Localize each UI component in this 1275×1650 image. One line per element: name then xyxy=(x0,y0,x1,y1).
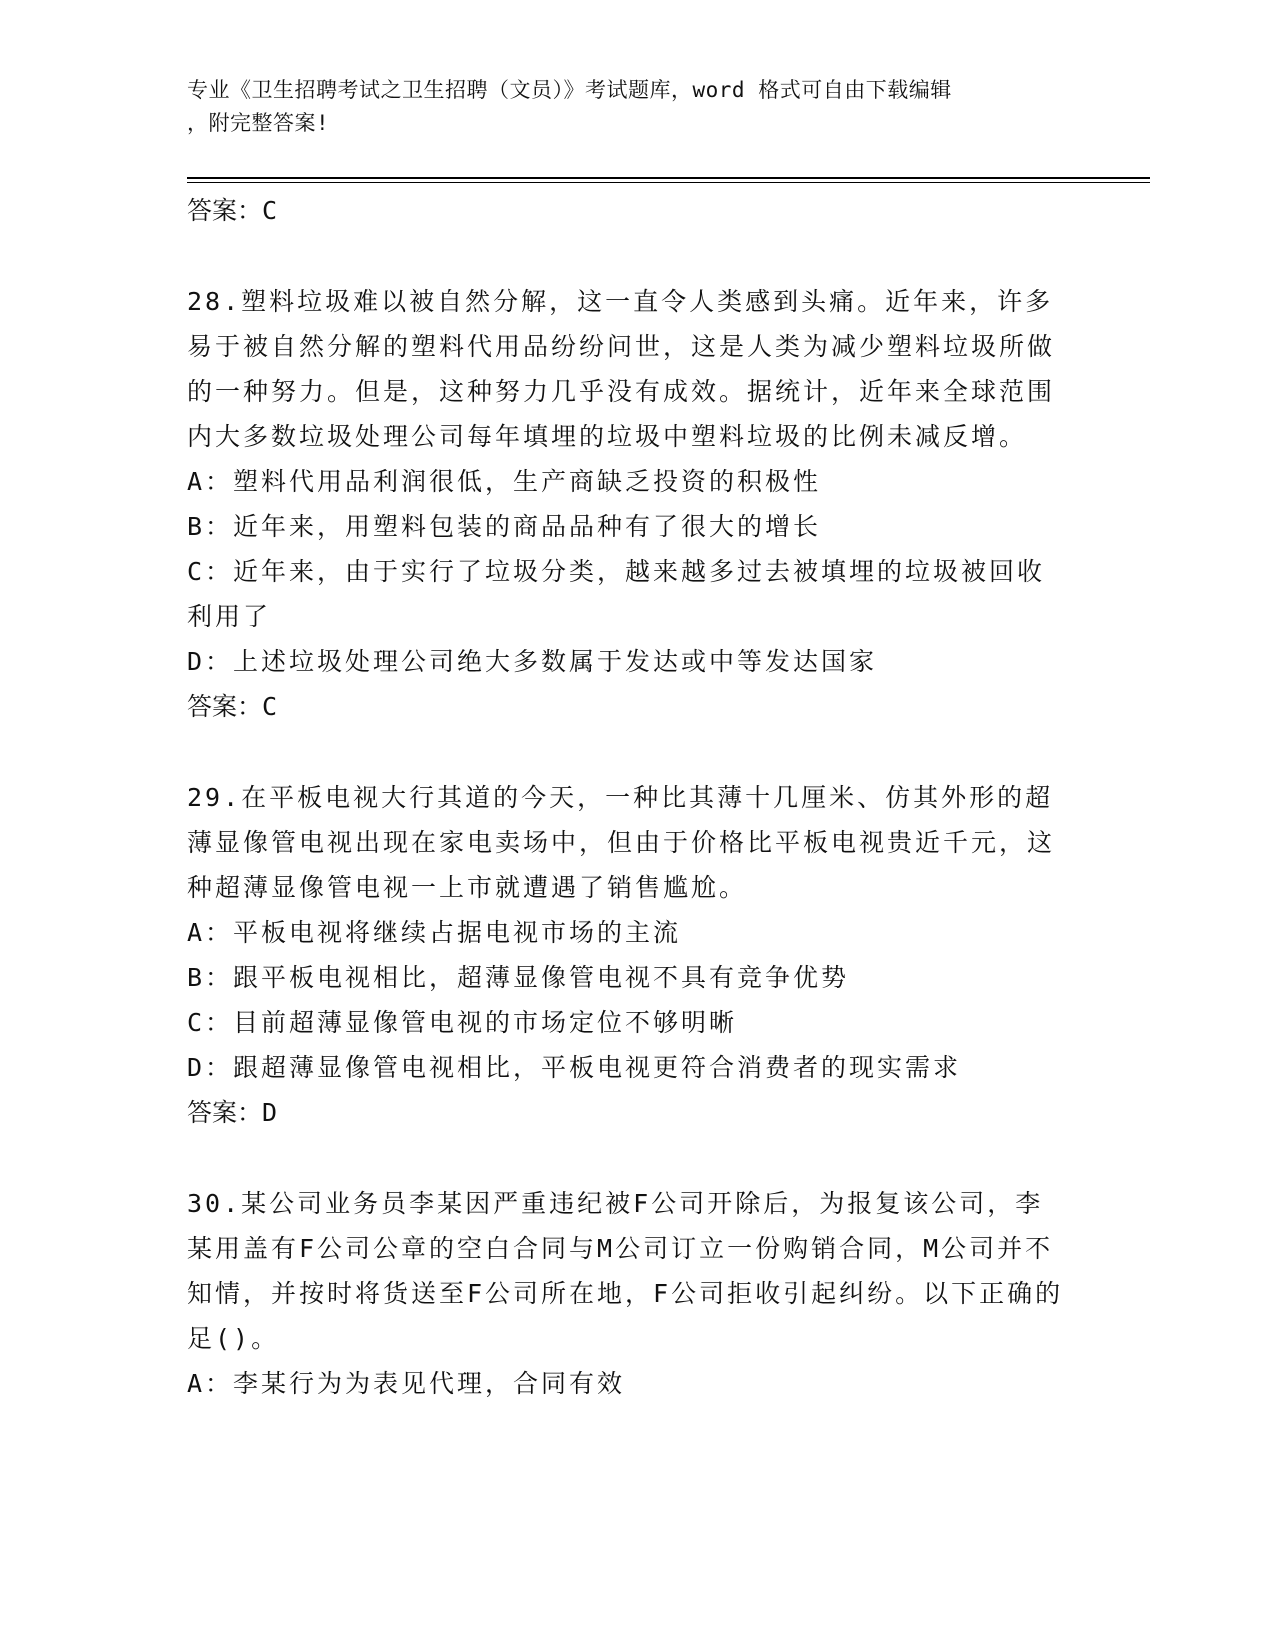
option-a: A：李某行为为表见代理，合同有效 xyxy=(187,1369,626,1398)
option-a: A：塑料代用品利润很低，生产商缺乏投资的积极性 xyxy=(187,467,822,496)
question-30 xyxy=(187,1181,1087,1406)
question-stem: 30.某公司业务员李某因严重违纪被F公司开除后，为报复该公司，李某用盖有F公司公章的空白合同与M公司订立一份购销合同，M公司并不知情，并按时将货送至F公司所在地，F公司拒收引起纠纷。以下正确的足()。 xyxy=(187,1189,1064,1353)
question-29 xyxy=(187,775,1087,1135)
option-b: B：跟平板电视相比，超薄显像管电视不具有竞争优势 xyxy=(187,963,850,992)
document-body xyxy=(187,188,1087,1406)
option-d: D：上述垃圾处理公司绝大多数属于发达或中等发达国家 xyxy=(187,647,878,676)
question-28 xyxy=(187,279,1087,729)
option-a: A：平板电视将继续占据电视市场的主流 xyxy=(187,918,682,947)
option-c: C：近年来，由于实行了垃圾分类，越来越多过去被填埋的垃圾被回收利用了 xyxy=(187,557,1046,631)
question-stem: 29.在平板电视大行其道的今天，一种比其薄十几厘米、仿其外形的超薄显像管电视出现在家电卖场中，但由于价格比平板电视贵近千元，这种超薄显像管电视一上市就遭遇了销售尴尬。 xyxy=(187,783,1056,902)
answer-29: 答案：D xyxy=(187,1098,278,1127)
option-b: B：近年来，用塑料包装的商品品种有了很大的增长 xyxy=(187,512,822,541)
document-header xyxy=(187,74,1067,140)
answer-28: 答案：C xyxy=(187,692,278,721)
header-rule-thin xyxy=(187,182,1150,183)
header-line-2: ，附完整答案! xyxy=(187,111,330,135)
header-rule-thick xyxy=(187,177,1150,179)
option-c: C：目前超薄显像管电视的市场定位不够明晰 xyxy=(187,1008,738,1037)
answer-27: 答案：C xyxy=(187,196,278,225)
option-d: D：跟超薄显像管电视相比，平板电视更符合消费者的现实需求 xyxy=(187,1053,962,1082)
header-line-1: 专业《卫生招聘考试之卫生招聘（文员）》考试题库，word 格式可自由下载编辑 xyxy=(187,78,952,102)
question-stem: 28.塑料垃圾难以被自然分解，这一直令人类感到头痛。近年来，许多易于被自然分解的塑料代用品纷纷问世，这是人类为减少塑料垃圾所做的一种努力。但是，这种努力几乎没有成效。据统计，近年来全球范围内大多数垃圾处理公司每年填埋的垃圾中塑料垃圾的比例未减反增。 xyxy=(187,287,1056,451)
